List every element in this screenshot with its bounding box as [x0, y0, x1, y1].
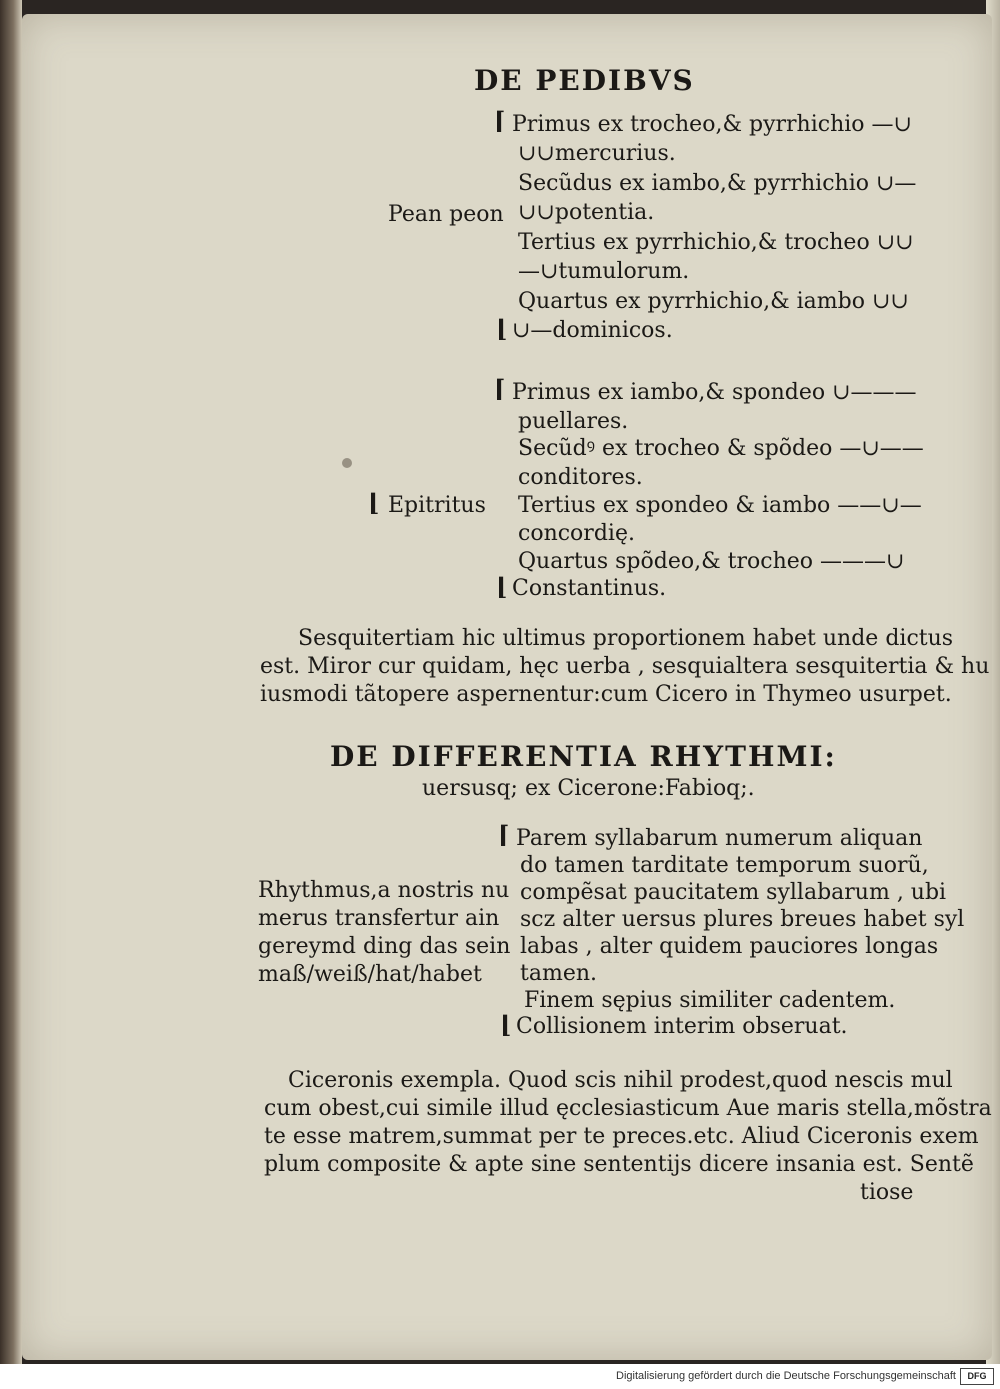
pedes-paragraph-line: est. Miror cur quidam, hęc uerba , sesquialtera sesquitertia & hu: [260, 654, 990, 679]
dfg-logo: DFG: [960, 1368, 994, 1385]
pean-line: ∪∪mercurius.: [518, 141, 676, 166]
rhythmus-left-line: Rhythmus,a nostris nu: [258, 878, 510, 903]
epitritus-line: concordię.: [518, 521, 635, 546]
pean-line: —∪tumulorum.: [518, 259, 690, 284]
epitritus-line: conditores.: [518, 465, 643, 490]
cicero-paragraph-line: plum composite & apte sine sententijs dicere insania est. Sentẽ: [264, 1152, 974, 1177]
ink-smudge: [342, 458, 352, 468]
brace-pean-bottom: ⌊: [496, 314, 508, 343]
pean-line: Secũdus ex iambo,& pyrrhichio ∪—: [518, 171, 917, 196]
epitritus-line: Constantinus.: [512, 576, 667, 601]
brace-epitritus-top: ⌈: [494, 374, 506, 403]
book-page: [22, 14, 992, 1360]
epitritus-line: puellares.: [518, 409, 629, 434]
rhythmus-right-line: do tamen tarditate temporum suorũ,: [520, 853, 929, 878]
epitritus-line: Secũdꝰ ex trocheo & spõdeo —∪——: [518, 436, 924, 461]
brace-rhythmus-bottom: ⌊: [500, 1010, 512, 1039]
pean-line: Tertius ex pyrrhichio,& trocheo ∪∪: [518, 230, 914, 255]
brace-epitritus-mid: ⌊: [368, 488, 380, 517]
rhythmus-right-line: scz alter uersus plures breues habet syl: [520, 907, 965, 932]
rhythmus-right-line: Collisionem interim obseruat.: [516, 1014, 848, 1039]
epitritus-line: Quartus spõdeo,& trocheo ———∪: [518, 549, 905, 574]
footer-credit: Digitalisierung gefördert durch die Deutsche Forschungsgemeinschaft: [616, 1370, 956, 1382]
cicero-paragraph-line: te esse matrem,summat per te preces.etc. Aliud Ciceronis exem: [264, 1124, 979, 1149]
rhythmus-right-line: Parem syllabarum numerum aliquan: [516, 826, 923, 851]
epitritus-line: Primus ex iambo,& spondeo ∪———: [512, 380, 917, 405]
pean-line: ∪∪potentia.: [518, 200, 655, 225]
pedes-paragraph-line: iusmodi tãtopere aspernentur:cum Cicero in Thymeo usurpet.: [260, 682, 952, 707]
pean-line: ∪—dominicos.: [512, 318, 673, 343]
brace-epitritus-bottom: ⌊: [496, 572, 508, 601]
pean-line: Primus ex trocheo,& pyrrhichio —∪: [512, 112, 912, 137]
rhythmus-right-line: tamen.: [520, 961, 597, 986]
epitritus-label: Epitritus: [388, 493, 486, 518]
footer-bar: [0, 1364, 1000, 1389]
epitritus-line: Tertius ex spondeo & iambo ——∪—: [518, 493, 922, 518]
heading-de-pedibus: DE PEDIBVS: [474, 64, 695, 97]
rhythmus-right-line: compẽsat paucitatem syllabarum , ubi: [520, 880, 947, 905]
subheading-uersus: uersusq; ex Cicerone:Fabioq;.: [422, 776, 755, 801]
brace-pean-top: ⌈: [494, 106, 506, 135]
rhythmus-right-line: labas , alter quidem pauciores longas: [520, 934, 939, 959]
pean-line: Quartus ex pyrrhichio,& iambo ∪∪: [518, 289, 909, 314]
catchword: tiose: [860, 1180, 914, 1205]
cicero-paragraph-line: cum obest,cui simile illud ęcclesiasticum Aue maris stella,mõstra: [264, 1096, 992, 1121]
book-gutter: [0, 0, 22, 1364]
rhythmus-left-line: maß/weiß/hat/habet: [258, 962, 482, 987]
brace-rhythmus-top: ⌈: [498, 820, 510, 849]
rhythmus-left-line: merus transfertur ain: [258, 906, 500, 931]
pean-label: Pean peon: [388, 202, 504, 227]
cicero-paragraph-line: Ciceronis exempla. Quod scis nihil prodest,quod nescis mul: [288, 1068, 953, 1093]
pedes-paragraph-line: Sesquitertiam hic ultimus proportionem habet unde dictus: [298, 626, 954, 651]
rhythmus-right-line: Finem sępius similiter cadentem.: [524, 988, 896, 1013]
heading-de-differentia-rhythmi: DE DIFFERENTIA RHYTHMI:: [330, 740, 837, 773]
rhythmus-left-line: gereymd ding das sein: [258, 934, 511, 959]
